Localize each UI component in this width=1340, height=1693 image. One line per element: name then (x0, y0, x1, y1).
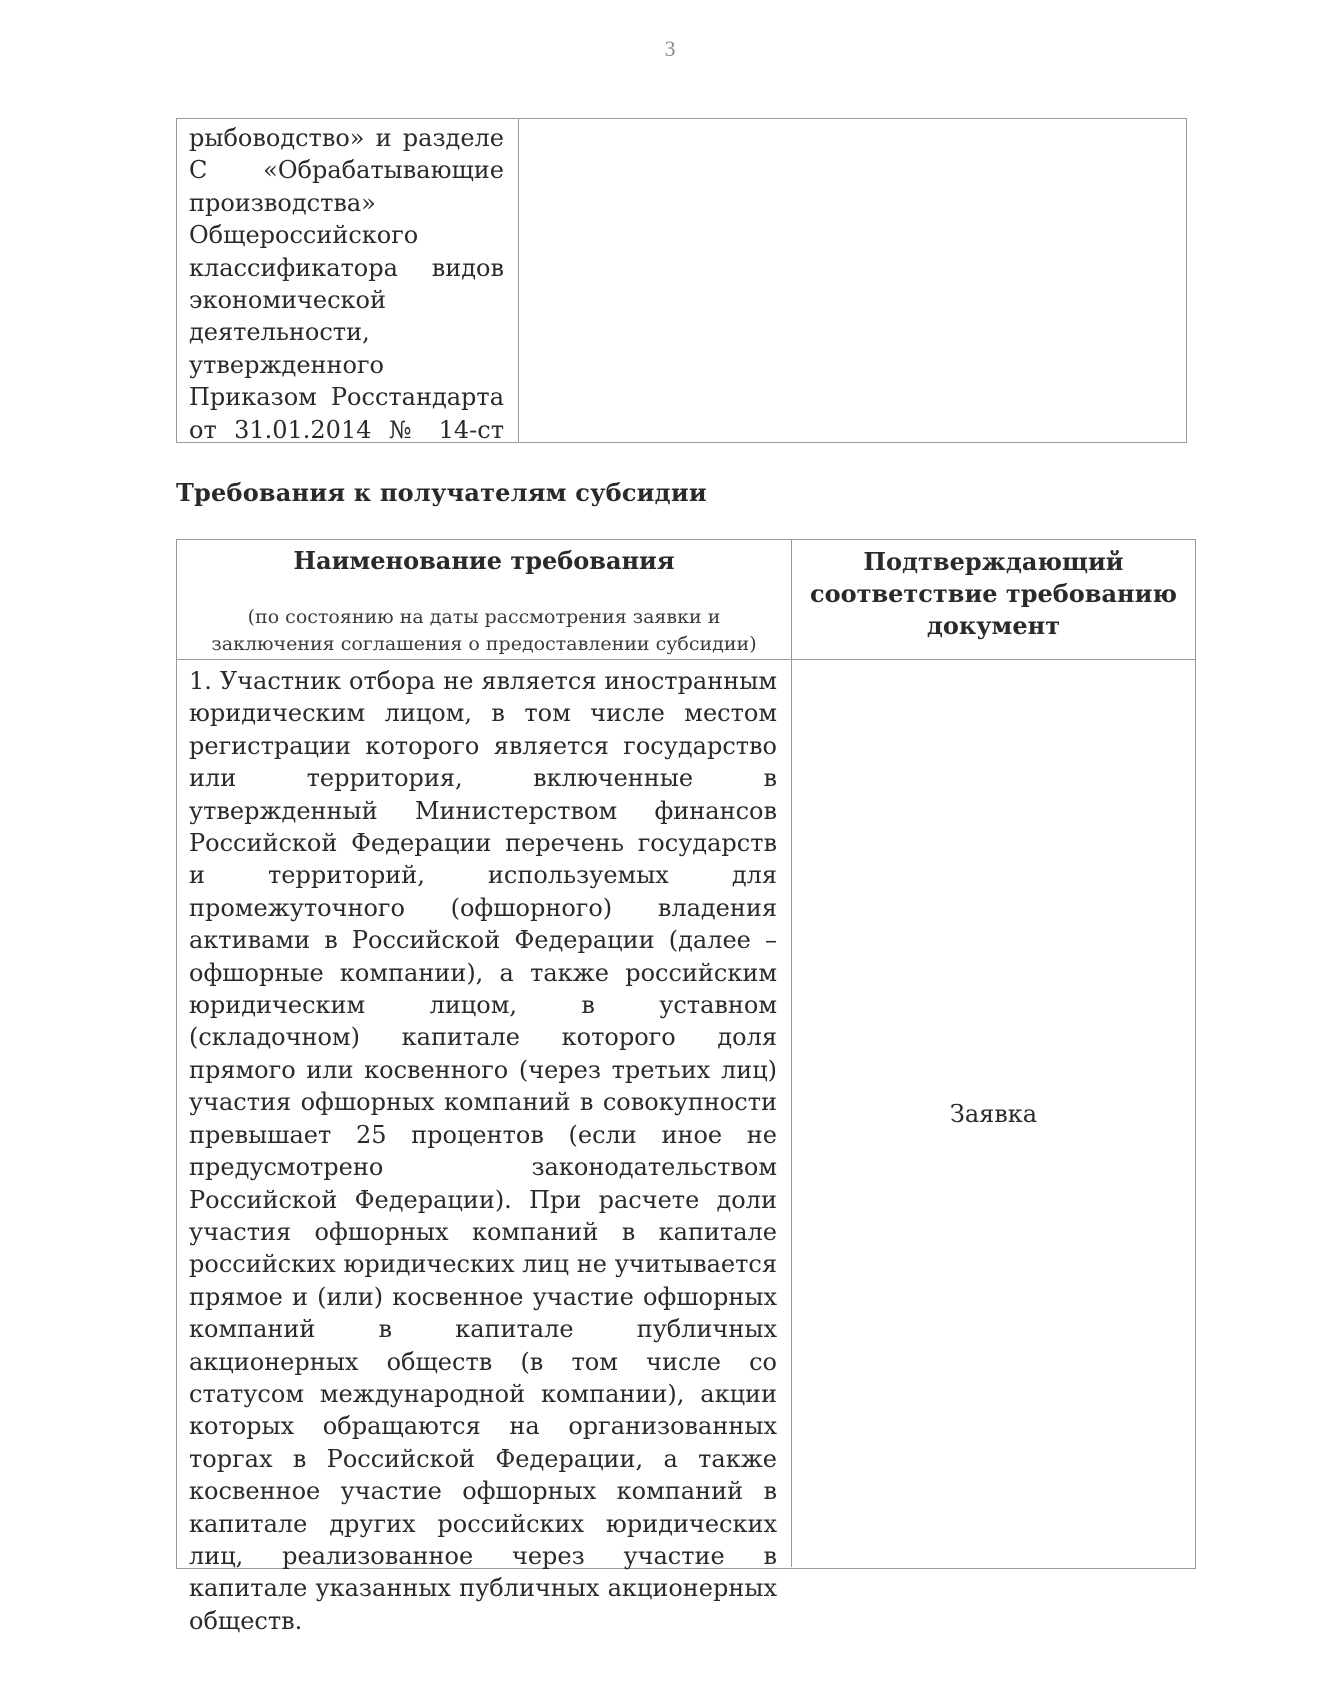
continuation-table (176, 118, 1187, 443)
table-row (177, 660, 1195, 1635)
requirements-table (176, 539, 1196, 1635)
document-text: Заявка (949, 1099, 1038, 1128)
requirement-text: 1. Участник отбора не является иностранным юридическим лицом, в том числе местом регистрации которого является государство или территория, включенные в утвержденный Министерством финансов Российской Федерации перечень государств и территорий, используемых для промежуточного (офшорного) владения активами в Российской Федерации (далее – офшорные компании), а также российским юридическим лицом, в уставном (складочном) капитале которого доля прямого или косвенного (через третьих лиц) участия офшорных компаний в совокупности превышает 25 процентов (если иное не предусмотрено законодательством Российской Федерации). При расчете доли участия офшорных компаний в капитале российских юридических лиц не учитывается прямое и (или) косвенное участие офшорных компаний в капитале публичных акционерных обществ (в том числе со статусом международной компании), акции которых обращаются на организованных торгах в Российской Федерации, а также косвенное участие офшорных компаний в капитале других российских юридических лиц, реализованное через участие в капитале указанных публичных акционерных обществ. (189, 667, 777, 1635)
document-cell (792, 660, 1195, 1567)
header-requirement-title: Наименование требования (293, 546, 675, 575)
header-cell-requirement (177, 540, 792, 659)
header-document-title: Подтверждающий соответствие требованию документ (809, 547, 1178, 640)
requirement-cell (177, 660, 792, 1635)
header-cell-document (792, 540, 1195, 659)
continuation-table-right-cell (519, 119, 1186, 442)
requirements-table-header (177, 540, 1195, 660)
continuation-table-left-cell (177, 119, 519, 442)
continuation-cell-text: рыбоводство» и разделе С «Обрабатывающие производства» Общероссийского классификатора видов экономической деятельности, утвержденного Приказом Росстандарта от 31.01.2014 № 14-ст (189, 124, 504, 444)
page-number: 3 (664, 36, 676, 61)
header-requirement-subtitle: (по состоянию на даты рассмотрения заявки и заключения соглашения о предоставлении субсидии) (211, 606, 757, 655)
section-heading: Требования к получателям субсидии (176, 478, 707, 507)
